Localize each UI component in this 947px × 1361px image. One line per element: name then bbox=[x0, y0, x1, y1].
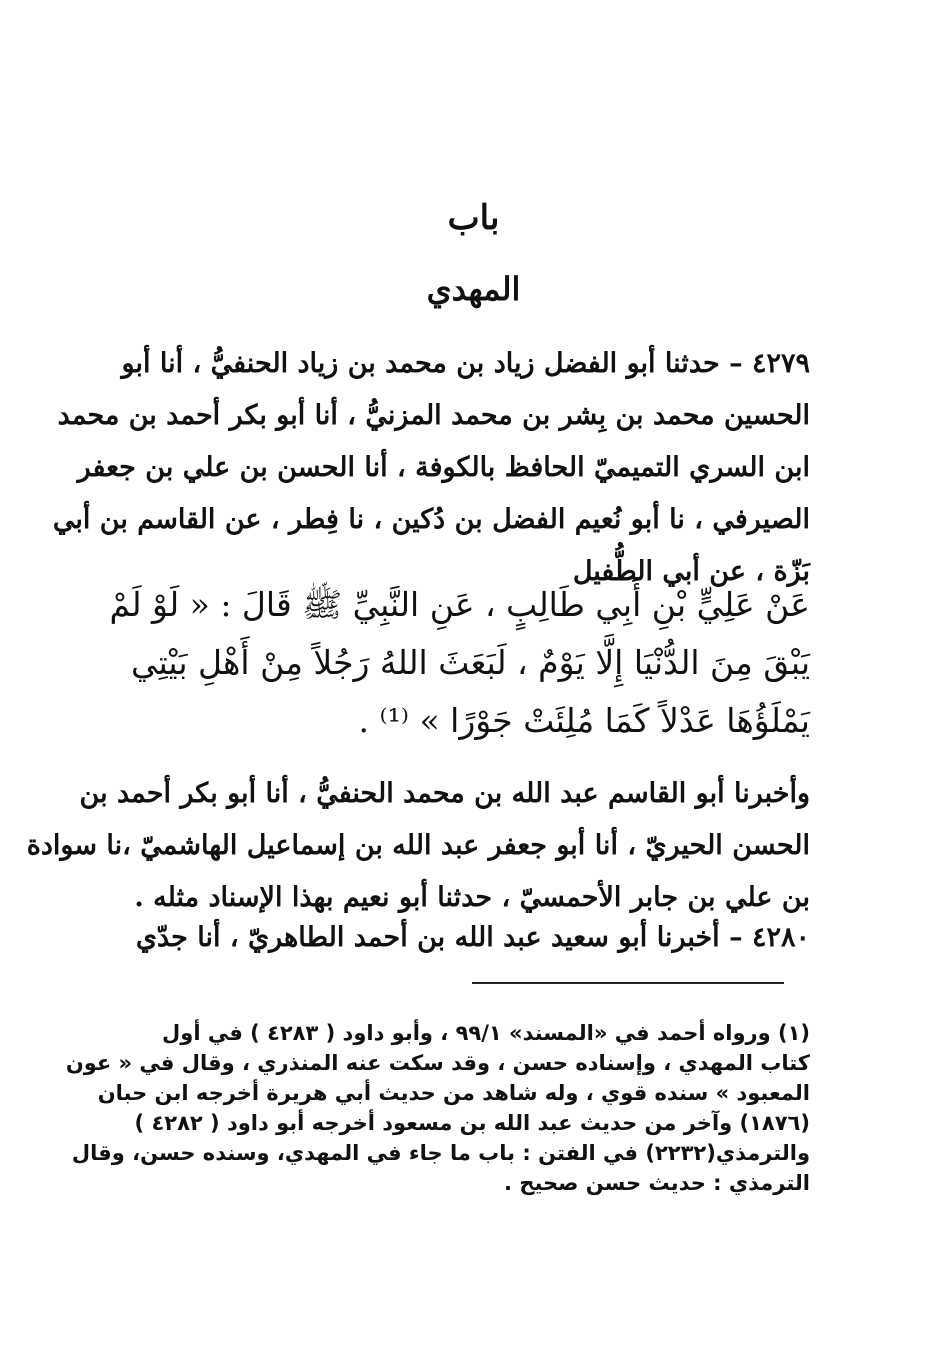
chapter-title: باب bbox=[447, 198, 500, 238]
hadith-4279-second-isnad bbox=[26, 768, 810, 924]
hadith-4279-isnad bbox=[52, 338, 810, 598]
footnote-line: المعبود » سنده قوي ، وله شاهد من حديث أبي هريرة أخرجه ابن حبان bbox=[97, 1081, 810, 1105]
text-line: يَمْلَؤُهَا عَدْلاً كَمَا مُلِئَتْ جَوْرًا » ⁽¹⁾ . bbox=[358, 701, 810, 740]
text-line: بَزّة ، عن أبي الطُّفيل bbox=[572, 556, 810, 587]
text-line: الصيرفي ، نا أبو نُعيم الفضل بن دُكين ، نا فِطر ، عن القاسم بن أبي bbox=[52, 504, 810, 535]
text-line: وأخبرنا أبو القاسم عبد الله بن محمد الحنفيُّ ، أنا أبو بكر أحمد بن bbox=[79, 778, 810, 809]
text-line: بن علي بن جابر الأحمسيّ ، حدثنا أبو نعيم بهذا الإسناد مثله . bbox=[134, 882, 810, 913]
footnotes bbox=[65, 1018, 810, 1198]
text-line: ٤٢٨٠ – أخبرنا أبو سعيد عبد الله بن أحمد الطاهريّ ، أنا جدّي bbox=[135, 922, 810, 953]
footnote-line: الترمذي : حديث حسن صحيح . bbox=[504, 1171, 810, 1195]
hadith-4280 bbox=[135, 912, 810, 964]
footnote-line: (١) ورواه أحمد في «المسند» ٩٩/١ ، وأبو داود ( ٤٢٨٣ ) في أول bbox=[162, 1021, 810, 1045]
chapter-subtitle: المهدي bbox=[426, 270, 521, 308]
text-line: ابن السري التميميّ الحافظ بالكوفة ، أنا الحسن بن علي بن جعفر bbox=[77, 452, 810, 483]
text-line: يَبْقَ مِنَ الدُّنْيَا إِلَّا يَوْمٌ ، لَبَعَثَ اللهُ رَجُلاً مِنْ أَهْلِ بَيْتِي bbox=[130, 643, 810, 682]
text-line: الحسن الحيريّ ، أنا أبو جعفر عبد الله بن إسماعيل الهاشميّ ،نا سوادة bbox=[26, 830, 810, 861]
text-line: الحسين محمد بن بِشر بن محمد المزنيُّ ، أنا أبو بكر أحمد بن محمد bbox=[57, 400, 810, 431]
text-line: ٤٢٧٩ – حدثنا أبو الفضل زياد بن محمد بن زياد الحنفيُّ ، أنا أبو bbox=[121, 348, 810, 379]
text-line: عَنْ عَلِيٍّ بْنِ أَبِي طَالِبٍ ، عَنِ النَّبِيِّ ﷺ قَالَ : « لَوْ لَمْ bbox=[109, 585, 810, 624]
footnote-line: والترمذي(٢٢٣٢) في الفتن : باب ما جاء في المهدي، وسنده حسن، وقال bbox=[71, 1141, 810, 1165]
footnote-line: كتاب المهدي ، وإسناده حسن ، وقد سكت عنه المنذري ، وقال في « عون bbox=[65, 1051, 810, 1075]
footnote-line: (١٨٧٦) وآخر من حديث عبد الله بن مسعود أخرجه أبو داود ( ٤٢٨٢ ) bbox=[134, 1111, 810, 1135]
footnote-divider bbox=[472, 982, 784, 984]
hadith-4279-matn bbox=[109, 576, 810, 750]
